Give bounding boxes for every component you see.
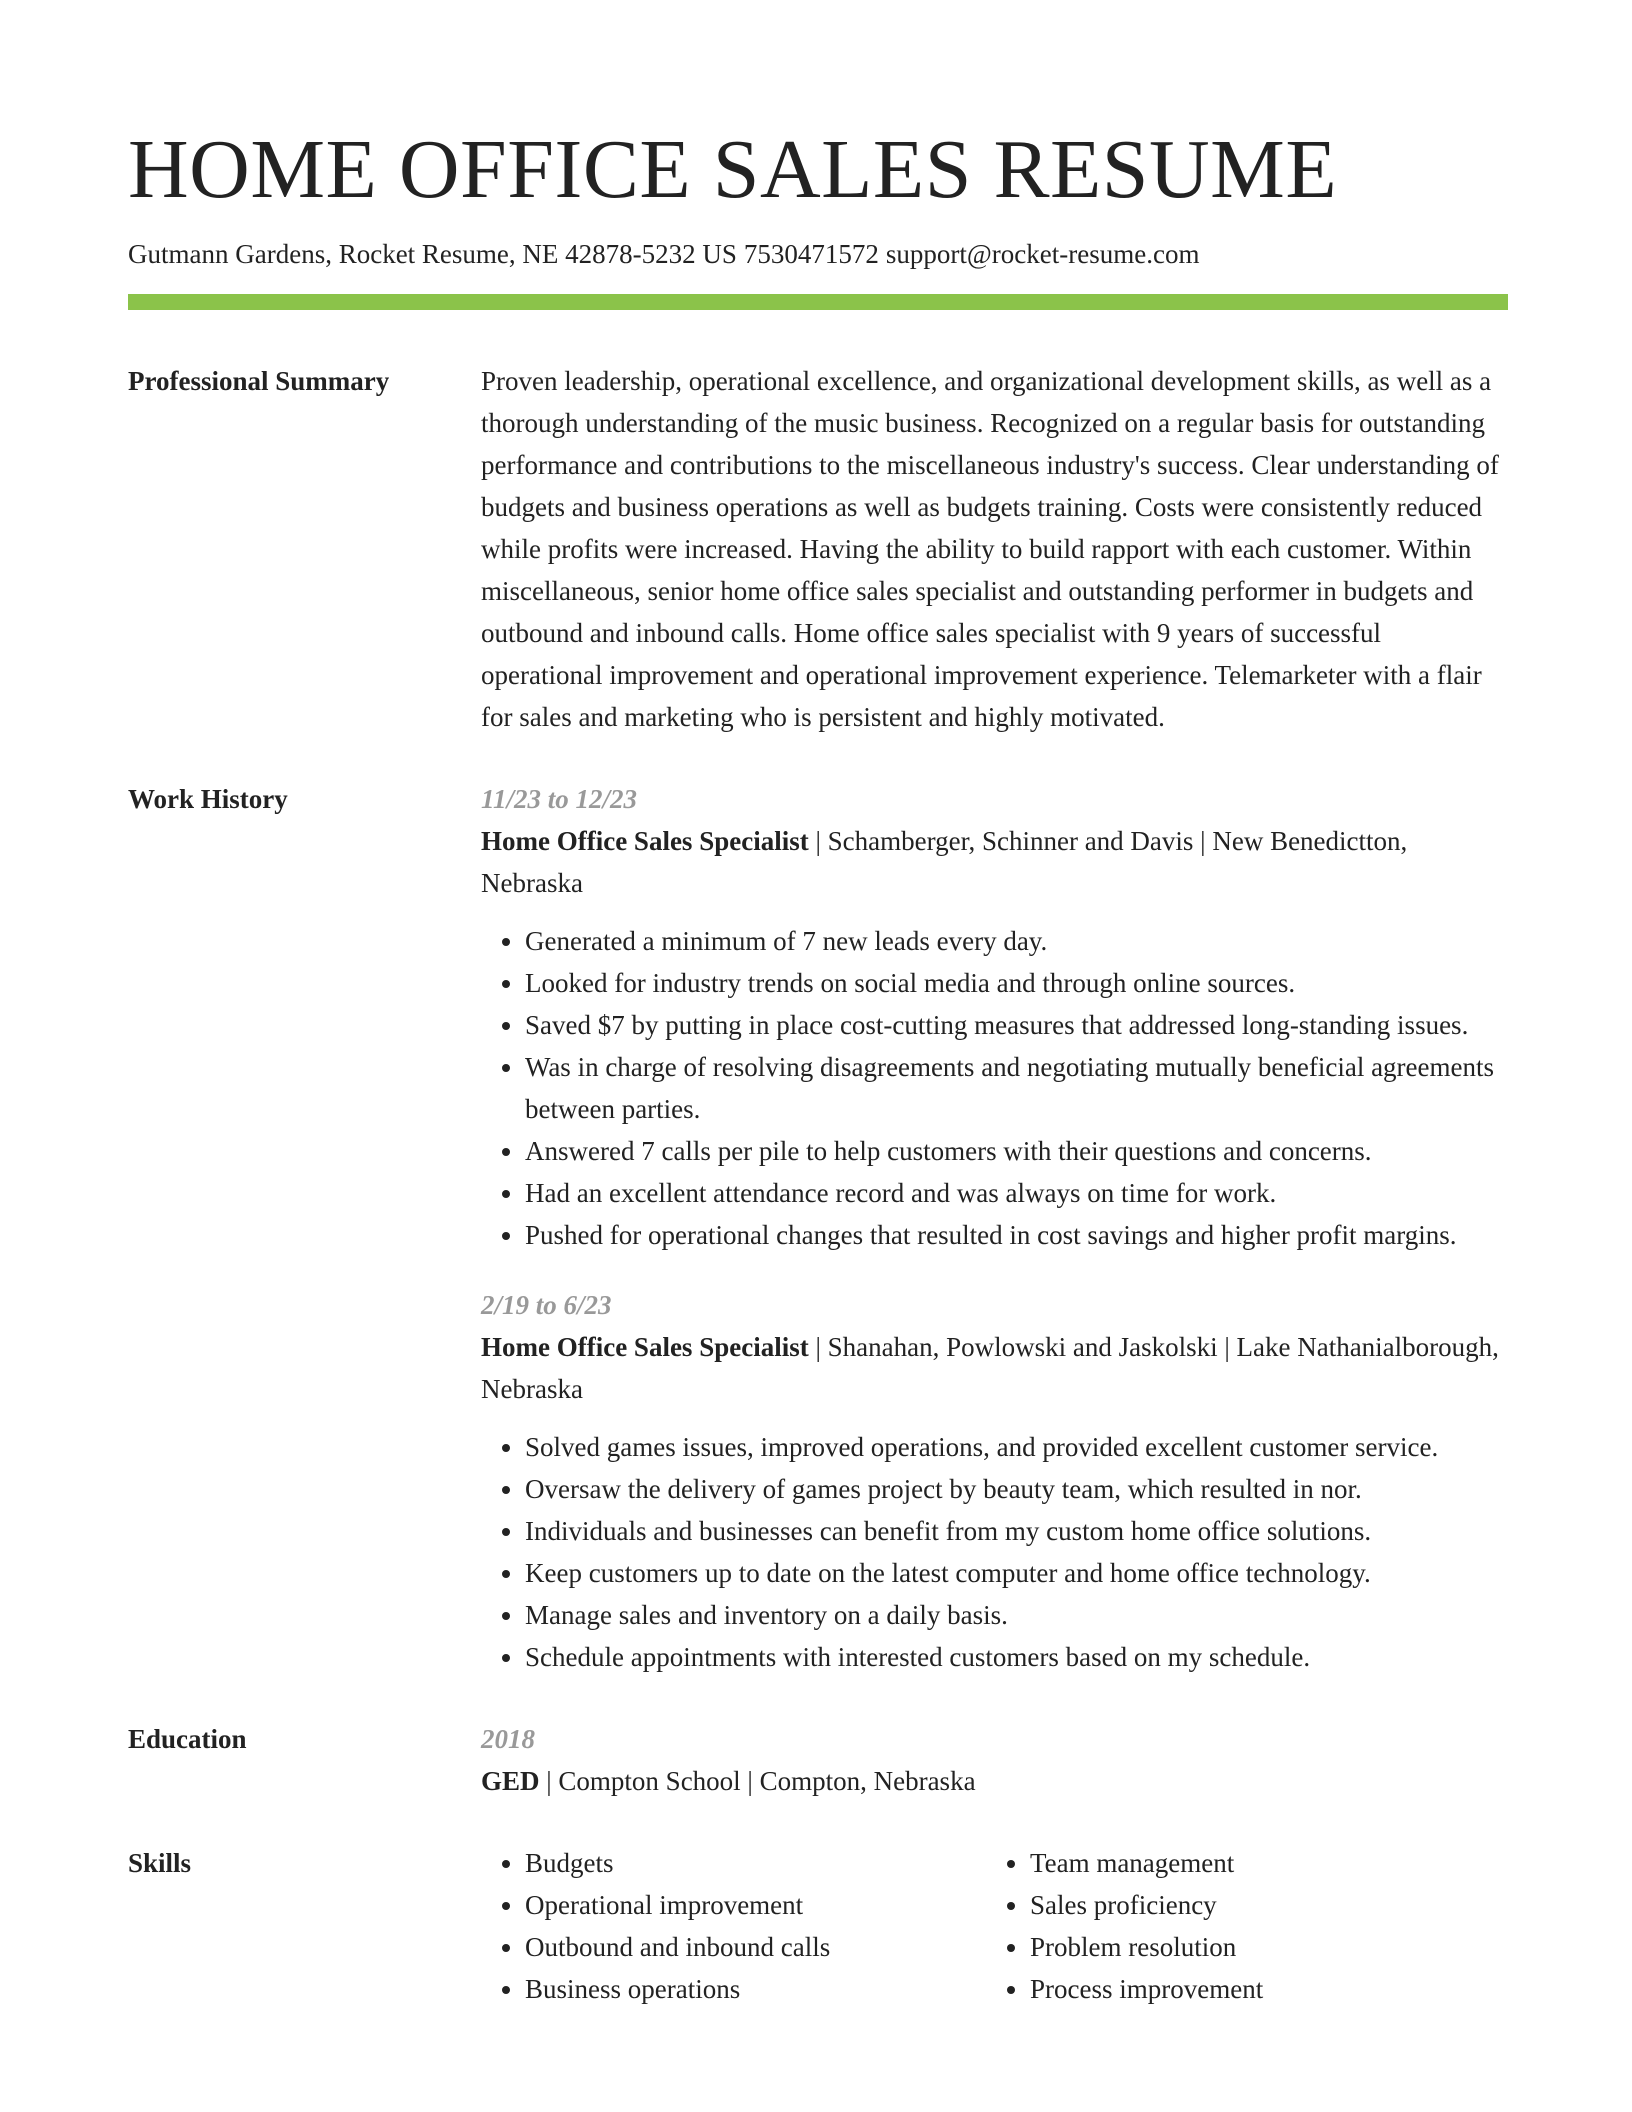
job-bullets	[481, 1426, 1508, 1678]
list-item: • Answered 7 calls per pile to help customers with their questions and concerns.	[525, 1130, 1508, 1172]
skills-columns	[481, 1842, 1508, 2010]
skills-list-left	[481, 1842, 986, 2010]
job-details: | Schamberger, Schinner and Davis | New Benedictton, Nebraska	[481, 826, 1408, 898]
list-item: • Sales proficiency	[1030, 1884, 1508, 1926]
section-education	[128, 1718, 1508, 1802]
skills-list-right	[986, 1842, 1508, 2010]
list-item: • Operational improvement	[525, 1884, 986, 1926]
contact-email: support@rocket-resume.com	[885, 239, 1200, 269]
section-content	[481, 778, 1508, 1678]
education-degree: GED	[481, 1766, 540, 1796]
section-label: Work History	[128, 784, 288, 814]
list-item: • Pushed for operational changes that resulted in cost savings and higher profit margins.	[525, 1214, 1508, 1256]
education-heading	[481, 1760, 1508, 1802]
education-dates: 2018	[481, 1724, 535, 1754]
contact-address: Gutmann Gardens, Rocket Resume, NE 42878-5232 US	[128, 239, 737, 269]
summary-text: Proven leadership, operational excellence, and organizational development skills, as well as a thorough understanding of the music business. Recognized on a regular basis for outstanding performance and contributions to the miscellaneous industry's success. Clear understanding of budgets and business operations as well as budgets training. Costs were consistently reduced while profits were increased. Having the ability to build rapport with each customer. Within miscellaneous, senior home office sales specialist and outstanding performer in budgets and outbound and inbound calls. Home office sales specialist with 9 years of successful operational improvement and operational improvement experience. Telemarketer with a flair for sales and marketing who is persistent and highly motivated.	[481, 366, 1499, 732]
section-content	[481, 1718, 1508, 1802]
job-dates: 11/23 to 12/23	[481, 784, 638, 814]
list-item: • Keep customers up to date on the latest computer and home office technology.	[525, 1552, 1508, 1594]
job-title: Home Office Sales Specialist	[481, 1332, 809, 1362]
list-item: • Looked for industry trends on social media and through online sources.	[525, 962, 1508, 1004]
section-professional-summary	[128, 360, 1508, 738]
job-dates: 2/19 to 6/23	[481, 1290, 612, 1320]
job-heading	[481, 1326, 1508, 1410]
list-item: • Business operations	[525, 1968, 986, 2010]
list-item: • Solved games issues, improved operations, and provided excellent customer service.	[525, 1426, 1508, 1468]
contact-phone: 7530471572	[743, 239, 879, 269]
section-label: Education	[128, 1724, 247, 1754]
contact-line	[128, 236, 1508, 272]
resume-page	[128, 120, 1508, 2010]
list-item: • Process improvement	[1030, 1968, 1508, 2010]
list-item: • Outbound and inbound calls	[525, 1926, 986, 1968]
section-label: Professional Summary	[128, 366, 390, 396]
education-details: | Compton School | Compton, Nebraska	[539, 1766, 976, 1796]
job-bullets	[481, 920, 1508, 1256]
list-item: • Individuals and businesses can benefit from my custom home office solutions.	[525, 1510, 1508, 1552]
job-entry	[481, 1284, 1508, 1678]
list-item: • Saved $7 by putting in place cost-cutting measures that addressed long-standing issues.	[525, 1004, 1508, 1046]
resume-title: HOME OFFICE SALES RESUME	[128, 123, 1338, 216]
section-label: Skills	[128, 1848, 192, 1878]
header-divider	[128, 294, 1508, 310]
job-title: Home Office Sales Specialist	[481, 826, 809, 856]
list-item: • Was in charge of resolving disagreements and negotiating mutually beneficial agreements between parties.	[525, 1046, 1508, 1130]
list-item: • Schedule appointments with interested customers based on my schedule.	[525, 1636, 1508, 1678]
list-item: • Oversaw the delivery of games project by beauty team, which resulted in nor.	[525, 1468, 1508, 1510]
list-item: • Manage sales and inventory on a daily basis.	[525, 1594, 1508, 1636]
list-item: • Had an excellent attendance record and was always on time for work.	[525, 1172, 1508, 1214]
job-heading	[481, 820, 1508, 904]
section-skills	[128, 1842, 1508, 2010]
job-details: | Shanahan, Powlowski and Jaskolski | Lake Nathanialborough, Nebraska	[481, 1332, 1499, 1404]
list-item: • Generated a minimum of 7 new leads every day.	[525, 920, 1508, 962]
list-item: • Budgets	[525, 1842, 986, 1884]
section-work-history	[128, 778, 1508, 1678]
job-entry	[481, 778, 1508, 1256]
list-item: • Problem resolution	[1030, 1926, 1508, 1968]
section-content	[481, 360, 1508, 738]
list-item: • Team management	[1030, 1842, 1508, 1884]
